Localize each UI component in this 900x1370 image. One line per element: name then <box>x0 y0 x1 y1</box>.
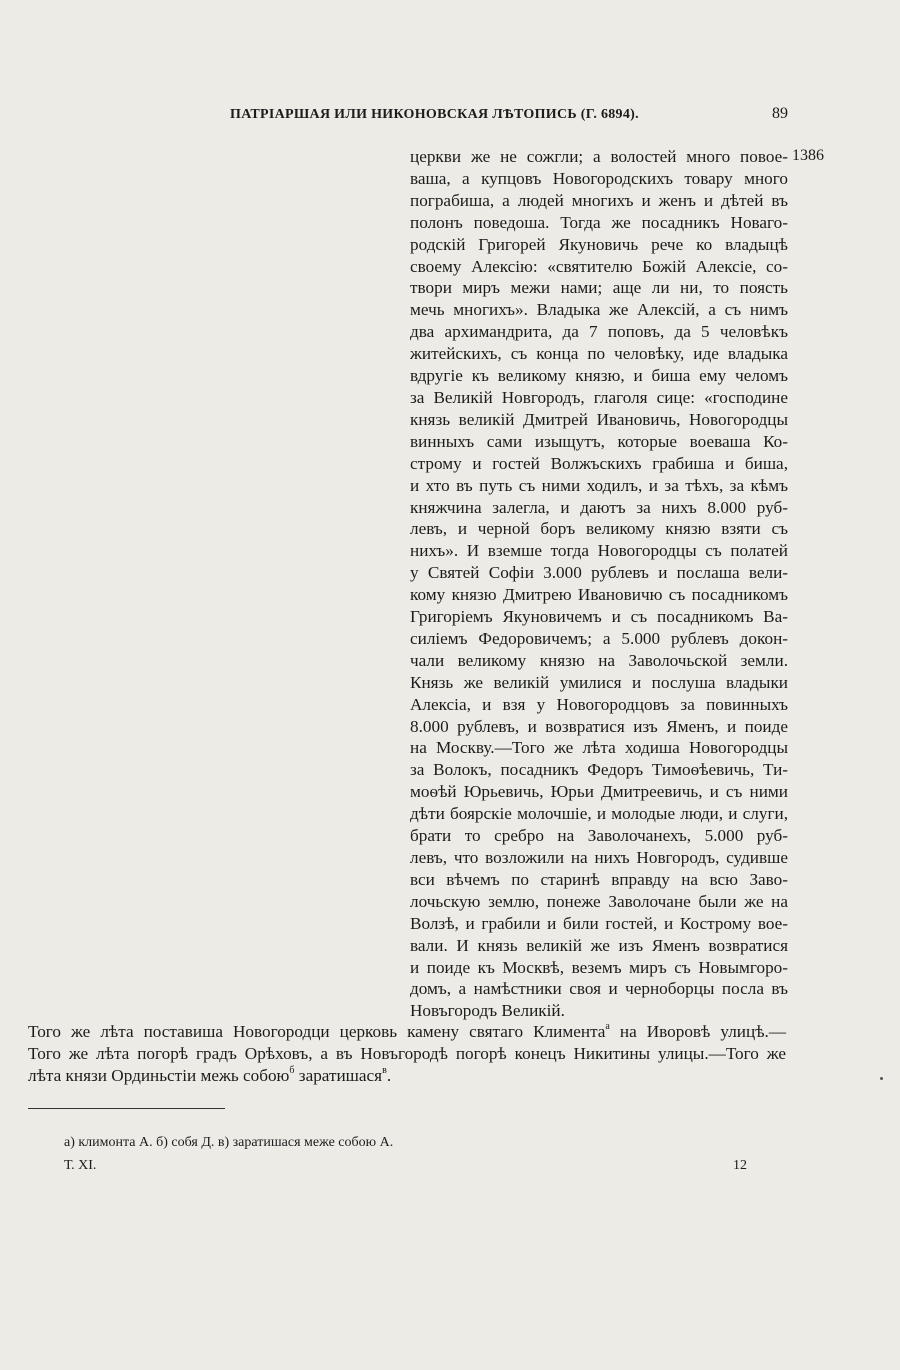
text-line: ваша, а купцовъ Новогородскихъ товару много <box>410 168 788 188</box>
text-line: лочьскую землю, понеже Заволочане были же на <box>410 891 788 911</box>
text-line: левъ, и черной боръ великому князю взяти съ <box>410 519 788 539</box>
footnote-marker: б <box>289 1065 295 1076</box>
page-number: 89 <box>772 105 788 122</box>
text-line: винныхъ сами изыщутъ, которые воеваша Ко- <box>410 431 788 451</box>
text-line: житейскихъ, съ конца по человѣку, иде владыка <box>410 344 788 364</box>
text-line: за Великій Новгородъ, глаголя сице: «господине <box>410 387 788 407</box>
text-line: силіемъ Федоровичемъ; а 5.000 рублевъ докон- <box>410 628 788 648</box>
text-line: Новъгородъ Великій. <box>410 1001 565 1021</box>
text-line: за Волокъ, посадникъ Федоръ Тимоѳѣевичь, Ти- <box>410 760 788 780</box>
running-head: ПАТРІАРШАЯ ИЛИ НИКОНОВСКАЯ ЛѢТОПИСЬ (Г. 6894). <box>230 107 639 122</box>
footnotes: а) климонта А. б) собя Д. в) заратишася меже собою А. <box>64 1135 394 1150</box>
text-line: у Святей Софіи 3.000 рублевъ и послаша вели- <box>410 563 788 583</box>
sheet-number: 12 <box>733 1158 747 1173</box>
text-line: Волзѣ, и грабили и били гостей, и Кострому вое- <box>410 913 788 933</box>
text-line: домъ, а намѣстники своя и черноборцы посла въ <box>410 979 788 999</box>
text-line: дѣти боярскіе молочшіе, и молодые люди, и слуги, <box>410 804 788 824</box>
text-line: пограбиша, а людей многихъ и женъ и дѣтей въ <box>410 190 788 210</box>
text-line: Того же лѣта поставиша Новогородци церковь камену святаго Климента$^а$ на Иворовѣ улицѣ.— <box>28 1021 787 1041</box>
text-line: родскій Григорей Якуновичь рече ко владыцѣ <box>410 234 788 254</box>
text-line: вали. И князь великій же изъ Яменъ возвратися <box>410 935 788 955</box>
margin-year: 1386 <box>792 147 824 164</box>
paper-speck <box>880 1077 883 1080</box>
text-line: вдругіе къ великому князю, и биша ему челомъ <box>410 366 788 386</box>
text-line: 8.000 рублевъ, и возвратися изъ Яменъ, и поиде <box>410 716 788 736</box>
text-line: княжчина залегла, и даютъ за нихъ 8.000 руб- <box>410 497 788 517</box>
text-line: лѣта князи Ординьстіи межь собою$^б$ заратишася$^в$. <box>28 1065 392 1085</box>
text-line: и хто въ путь съ ними ходилъ, и за тѣхъ, за кѣмъ <box>410 475 788 495</box>
text-line: на Москву.—Того же лѣта ходиша Новогородцы <box>410 738 788 758</box>
text-line: церкви же не сожгли; а волостей много повое- <box>410 147 788 166</box>
text-line: моѳѣй Юрьевичь, Юрьи Дмитреевичь, и съ ними <box>410 782 788 802</box>
text-line: полонъ поведоша. Тогда же посадникъ Новаго- <box>410 212 788 232</box>
text-line: Григоріемъ Якуновичемъ и съ посадникомъ Ва- <box>410 607 788 627</box>
text-line: Того же лѣта погорѣ градъ Орѣховъ, а въ Новъгородѣ погорѣ конецъ Никитины улицы.—Того же <box>28 1044 786 1063</box>
text-line: Алексіа, и взя у Новогородцовъ за повинныхъ <box>410 694 788 714</box>
text-line: нихъ». И вземше тогда Новогородцы съ полатей <box>410 541 788 561</box>
text-line: кому князю Дмитрею Ивановичю съ посадникомъ <box>410 585 788 605</box>
text-line: строму и гостей Волжъскихъ грабиша и биша, <box>410 453 788 473</box>
text-line: чали великому князю на Заволочьской земли. <box>410 650 788 670</box>
text-line: мечь многихъ». Владыка же Алексій, а съ нимъ <box>410 300 788 320</box>
main-text-column <box>410 146 788 1022</box>
text-line: князь великій Дмитрей Ивановичь, Новогородцы <box>410 409 788 429</box>
text-line: два архимандрита, да 7 поповъ, да 5 человѣкъ <box>410 322 788 342</box>
text-line: брати то сребро на Заволочанехъ, 5.000 руб- <box>410 826 788 846</box>
text-line: левъ, что возложили на нихъ Новгородъ, судивше <box>410 848 788 867</box>
text-line: Князь же великій умилися и послуша владыки <box>410 672 788 692</box>
text-line: и поиде къ Москвѣ, веземъ миръ съ Новымгоро- <box>410 957 788 977</box>
full-width-paragraph <box>28 1021 786 1087</box>
text-line: своему Алексію: «святителю Божій Алексіе, со- <box>410 256 788 276</box>
text-line: твори миръ межи нами; аще ли ни, то поясть <box>410 278 788 298</box>
text-line: вси вѣчемъ по старинѣ вправду на всю Заво- <box>410 869 788 889</box>
footnote-divider <box>28 1108 225 1109</box>
footnote-marker: а <box>605 1021 610 1032</box>
footnote-marker: в <box>382 1065 387 1076</box>
signature-mark: Т. XI. <box>64 1158 97 1173</box>
